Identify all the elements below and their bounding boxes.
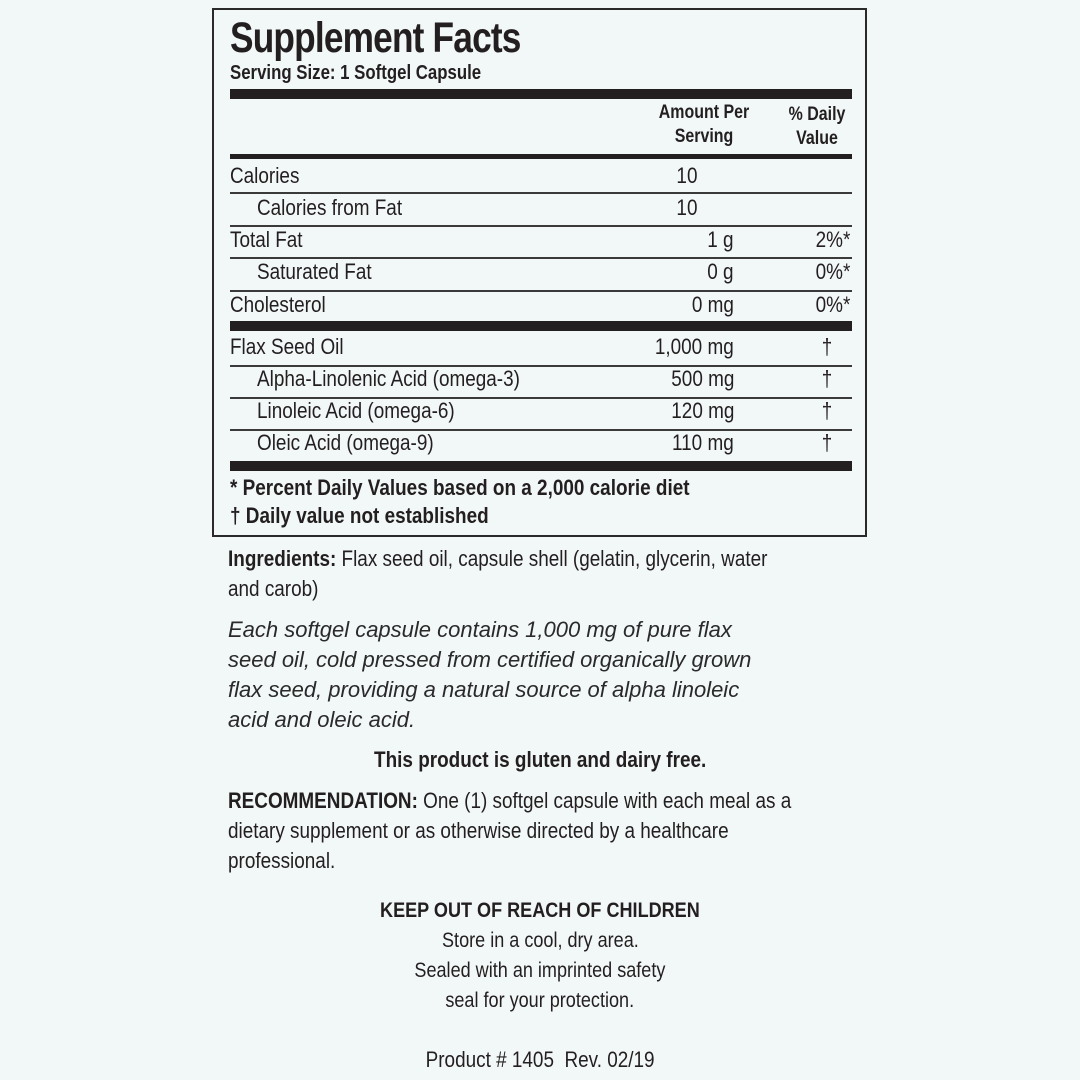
nutrient-name: Calories	[230, 163, 300, 188]
nutrient-name: Total Fat	[230, 227, 303, 252]
nutrient-amount: 1 g	[707, 227, 734, 252]
product-description	[228, 615, 751, 735]
nutrient-dv: 0%*	[815, 292, 850, 317]
description-line: Each softgel capsule contains 1,000 mg of pure flax	[228, 617, 732, 642]
header-line: Value	[796, 128, 838, 149]
recommendation-label: RECOMMENDATION:	[228, 788, 418, 813]
nutrient-dv: 2%*	[815, 227, 850, 252]
nutrient-amount: 110 mg	[672, 430, 734, 455]
header-line: Serving	[674, 126, 734, 147]
nutrient-row-oleic-acid	[230, 428, 852, 458]
description-line: flax seed, providing a natural source of alpha linoleic	[228, 677, 740, 702]
description-line: seed oil, cold pressed from certified organically grown	[228, 647, 752, 672]
recommendation-block	[228, 786, 883, 876]
nutrient-name: Alpha-Linolenic Acid (omega-3)	[257, 366, 520, 391]
nutrient-row-calories-from-fat	[230, 193, 852, 223]
nutrient-name: Oleic Acid (omega-9)	[257, 430, 434, 455]
nutrient-dv: †	[821, 334, 832, 359]
seal-text-1: Sealed with an imprinted safety	[414, 959, 666, 982]
thick-divider	[230, 461, 852, 471]
ingredients-line-2: and carob)	[228, 576, 319, 601]
nutrient-row-saturated-fat	[230, 257, 852, 287]
nutrient-dv: †	[821, 430, 832, 455]
product-info	[0, 1047, 1080, 1073]
thick-divider	[230, 321, 852, 331]
recommendation-line-3: professional.	[228, 848, 336, 873]
storage-line	[0, 929, 1080, 953]
nutrient-amount: 0 mg	[691, 292, 734, 317]
nutrient-row-linoleic-acid	[230, 396, 852, 426]
nutrient-amount: 0 g	[707, 259, 734, 284]
warning-heading	[0, 899, 1080, 923]
nutrient-amount: 1,000 mg	[655, 334, 734, 359]
ingredients-line-1	[228, 544, 767, 574]
nutrient-amount: 10	[675, 163, 697, 188]
allergen-note-text: This product is gluten and dairy free.	[373, 747, 707, 772]
seal-line-2	[0, 989, 1080, 1013]
footnote-dagger: † Daily value not established	[230, 503, 489, 528]
seal-text-2: seal for your protection.	[445, 989, 635, 1012]
description-line: acid and oleic acid.	[228, 707, 416, 732]
supplement-facts-panel	[212, 8, 867, 537]
nutrient-name: Cholesterol	[230, 292, 326, 317]
nutrient-name: Flax Seed Oil	[230, 334, 344, 359]
seal-line-1	[0, 959, 1080, 983]
nutrient-amount: 120 mg	[670, 398, 734, 423]
nutrient-dv: †	[821, 366, 832, 391]
recommendation-line-2: dietary supplement or as otherwise directed by a healthcare	[228, 818, 729, 843]
allergen-note	[0, 747, 1080, 773]
nutrient-row-cholesterol	[230, 290, 852, 320]
serving-size: Serving Size: 1 Softgel Capsule	[230, 62, 482, 84]
amount-per-serving-header	[645, 101, 763, 149]
recommendation-line-1	[228, 786, 791, 816]
daily-value-header	[781, 103, 853, 151]
nutrient-row-flax-seed-oil	[230, 332, 852, 362]
header-line: Amount Per	[658, 102, 750, 123]
header-line: % Daily	[788, 104, 846, 125]
product-info-text: Product # 1405 Rev. 02/19	[425, 1047, 655, 1072]
recommendation-text: One (1) softgel capsule with each meal as a	[417, 788, 792, 813]
warning-heading-text: KEEP OUT OF REACH OF CHILDREN	[380, 899, 700, 922]
nutrient-name: Calories from Fat	[257, 195, 403, 220]
panel-title: Supplement Facts	[230, 14, 521, 62]
footnote-daily-values: * Percent Daily Values based on a 2,000 calorie diet	[230, 475, 690, 500]
nutrient-amount: 10	[675, 195, 697, 220]
ingredients-block	[228, 544, 855, 604]
ingredients-text: Flax seed oil, capsule shell (gelatin, glycerin, water	[336, 546, 768, 571]
nutrient-row-calories	[230, 161, 852, 191]
nutrient-dv: 0%*	[815, 259, 850, 284]
thick-divider	[230, 89, 852, 99]
nutrient-row-alpha-linolenic-acid	[230, 364, 852, 394]
nutrient-name: Saturated Fat	[257, 259, 372, 284]
ingredients-label: Ingredients:	[228, 546, 337, 571]
storage-text: Store in a cool, dry area.	[441, 929, 639, 952]
medium-divider	[230, 154, 852, 159]
nutrient-name: Linoleic Acid (omega-6)	[257, 398, 455, 423]
nutrient-dv: †	[821, 398, 832, 423]
nutrient-amount: 500 mg	[670, 366, 734, 391]
nutrient-row-total-fat	[230, 225, 852, 255]
